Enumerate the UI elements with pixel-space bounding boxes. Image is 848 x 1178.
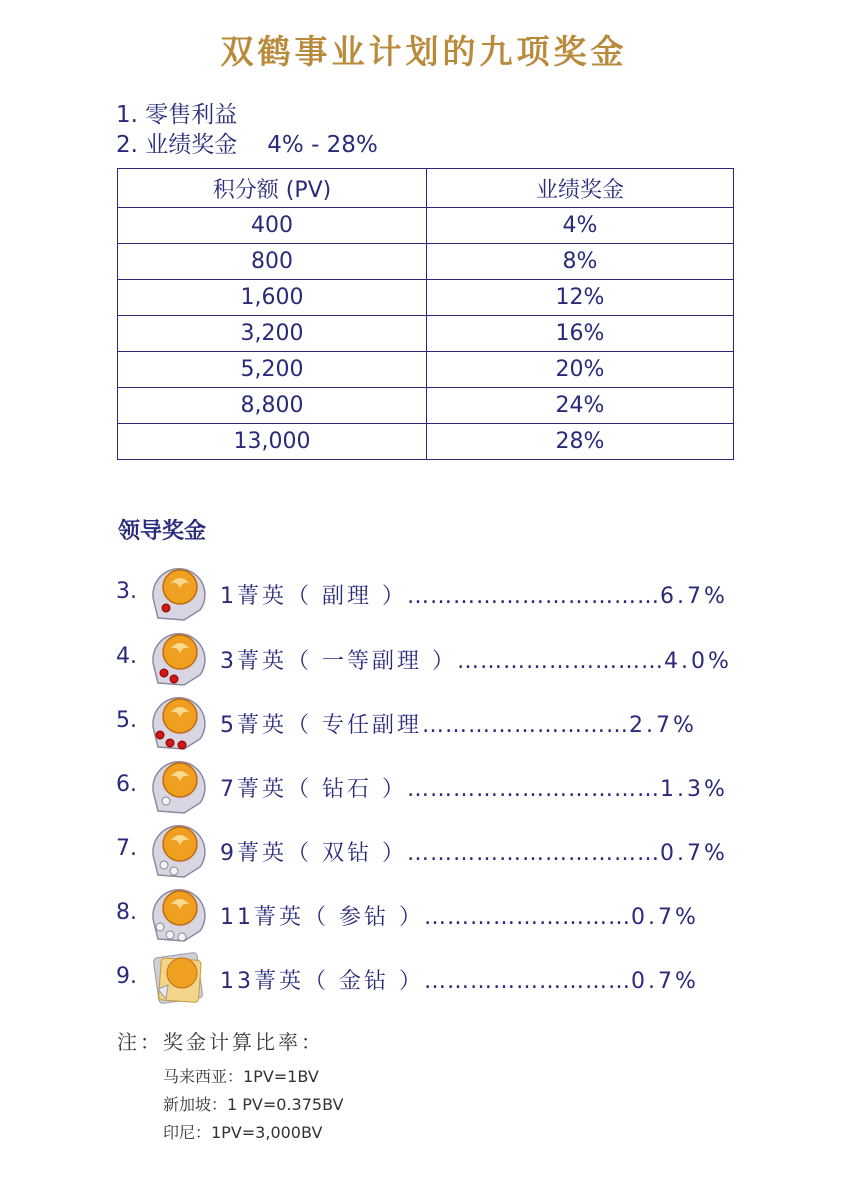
bonus-label: 11菁英（ 参钻 ） (220, 905, 424, 930)
bonus-percent: 6.7% (659, 584, 728, 609)
leadership-title: 领导奖金 (118, 519, 207, 544)
bonus-text (220, 708, 697, 739)
bonus-text (220, 772, 728, 803)
bonus-number: 6. (116, 772, 137, 797)
bonus-dots: ……………………… (423, 969, 631, 994)
table-row (118, 280, 734, 316)
pv-cell: 13,000 (118, 424, 427, 460)
bonus-text (220, 900, 699, 931)
table-row (118, 244, 734, 280)
bonus-dots: …………………………… (406, 841, 660, 866)
bonus-number: 7. (116, 836, 137, 861)
bonus-label: 9菁英（ 双钻 ） (220, 841, 407, 866)
medal-icon (144, 947, 210, 1009)
bonus-text (220, 644, 732, 675)
item-performance (116, 126, 378, 159)
table-header-row (118, 169, 734, 208)
bonus-percent: 0.7% (659, 841, 728, 866)
bonus-cell: 12% (427, 280, 734, 316)
bonus-percent: 2.7% (629, 713, 697, 738)
bonus-dots: ……………………… (422, 713, 629, 738)
bonus-number: 8. (116, 900, 137, 925)
bonus-text (220, 836, 728, 867)
bonus-label: 5菁英（ 专任副理 (220, 713, 422, 738)
pv-cell: 1,600 (118, 280, 427, 316)
bonus-number: 9. (116, 964, 137, 989)
pv-cell: 800 (118, 244, 427, 280)
medal-icon (144, 883, 210, 945)
table-row (118, 352, 734, 388)
bonus-dots: ……………………… (456, 649, 664, 674)
bonus-dots: ……………………… (423, 905, 631, 930)
bonus-cell: 24% (427, 388, 734, 424)
leadership-bonus-row (116, 755, 756, 815)
performance-bonus-table (117, 168, 734, 460)
bonus-dots: …………………………… (406, 584, 660, 609)
pv-cell: 5,200 (118, 352, 427, 388)
leadership-bonus-row (116, 691, 756, 751)
leadership-bonus-row (116, 883, 756, 943)
page-title: 双鹤事业计划的九项奖金 (220, 32, 628, 71)
bonus-cell: 8% (427, 244, 734, 280)
bonus-label: 7菁英（ 钻石 ） (220, 777, 407, 802)
medal-icon (144, 691, 210, 753)
bonus-percent: 4.0% (663, 649, 732, 674)
rate-singapore: 新加坡：1 PV=0.375BV (163, 1095, 344, 1114)
leadership-bonus-row (116, 627, 756, 687)
pv-cell: 8,800 (118, 388, 427, 424)
item-performance-range: 4% - 28% (267, 132, 378, 158)
leadership-bonus-row (116, 819, 756, 879)
item-retail: 1. 零售利益 (116, 102, 238, 128)
item-performance-label: 2. 业绩奖金 (116, 132, 238, 158)
table-row (118, 388, 734, 424)
bonus-percent: 1.3% (659, 777, 728, 802)
bonus-percent: 0.7% (630, 969, 699, 994)
medal-icon (144, 627, 210, 689)
rate-indonesia: 印尼：1PV=3,000BV (163, 1123, 323, 1142)
table-row (118, 208, 734, 244)
table-row (118, 424, 734, 460)
bonus-cell: 16% (427, 316, 734, 352)
bonus-text (220, 964, 699, 995)
bonus-label: 13菁英（ 金钻 ） (220, 969, 424, 994)
header-pv: 积分额 (PV) (118, 169, 427, 208)
header-bonus: 业绩奖金 (427, 169, 734, 208)
medal-icon (144, 819, 210, 881)
bonus-label: 1菁英（ 副理 ） (220, 584, 407, 609)
bonus-dots: …………………………… (406, 777, 660, 802)
note-title: 注：奖金计算比率： (117, 1030, 324, 1054)
bonus-cell: 4% (427, 208, 734, 244)
leadership-bonus-row (116, 947, 756, 1007)
bonus-label: 3菁英（ 一等副理 ） (220, 649, 457, 674)
bonus-cell: 20% (427, 352, 734, 388)
leadership-bonus-row (116, 562, 756, 622)
pv-cell: 400 (118, 208, 427, 244)
medal-icon (144, 562, 210, 624)
bonus-number: 4. (116, 644, 137, 669)
rate-malaysia: 马来西亚：1PV=1BV (163, 1067, 319, 1086)
bonus-number: 5. (116, 708, 137, 733)
table-row (118, 316, 734, 352)
bonus-text (220, 579, 728, 610)
bonus-number: 3. (116, 579, 137, 604)
pv-cell: 3,200 (118, 316, 427, 352)
medal-icon (144, 755, 210, 817)
bonus-cell: 28% (427, 424, 734, 460)
bonus-percent: 0.7% (630, 905, 699, 930)
